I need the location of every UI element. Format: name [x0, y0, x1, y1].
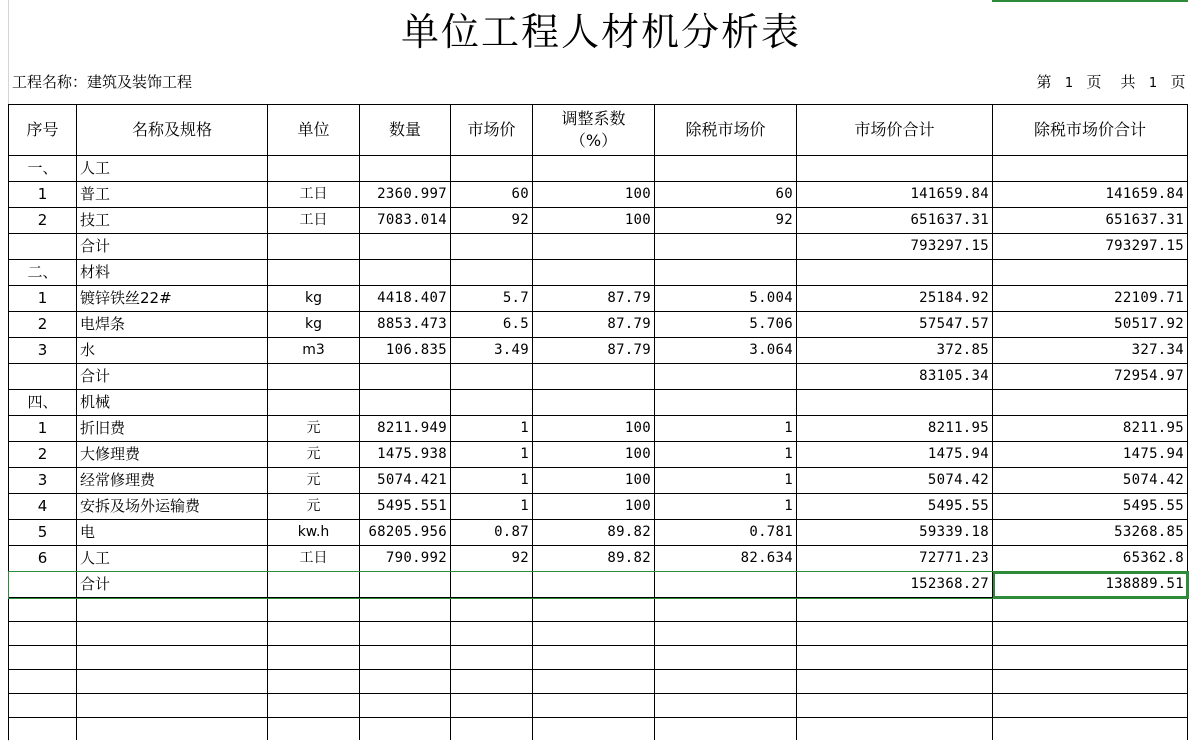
header-unit[interactable]: 单位: [268, 105, 360, 156]
cell-unit[interactable]: [268, 234, 360, 260]
cell-adjust-coef[interactable]: 100: [533, 416, 655, 442]
cell-market-price[interactable]: [451, 390, 533, 416]
cell-net-market-price[interactable]: 3.064: [655, 338, 797, 364]
cell-adjust-coef[interactable]: [533, 234, 655, 260]
cell-name[interactable]: 镀锌铁丝22#: [77, 286, 268, 312]
empty-cell[interactable]: [77, 694, 268, 718]
cell-seq[interactable]: 二、: [9, 260, 77, 286]
empty-row: [9, 694, 1188, 718]
cell-unit[interactable]: 元: [268, 416, 360, 442]
empty-cell[interactable]: [9, 622, 77, 646]
empty-cell[interactable]: [268, 718, 360, 741]
cell-net-market-price[interactable]: 1: [655, 494, 797, 520]
cell-name[interactable]: 人工: [77, 546, 268, 572]
cell-net-market-price[interactable]: 5.004: [655, 286, 797, 312]
empty-cell[interactable]: [9, 694, 77, 718]
empty-cell[interactable]: [268, 598, 360, 622]
cell-unit[interactable]: [268, 364, 360, 390]
cell-seq[interactable]: 2: [9, 442, 77, 468]
cell-adjust-coef[interactable]: [533, 260, 655, 286]
page-di: 第: [1036, 73, 1052, 91]
cell-adjust-coef[interactable]: [533, 364, 655, 390]
cell-market-price[interactable]: 92: [451, 546, 533, 572]
cell-net-market-total[interactable]: [993, 390, 1188, 416]
page-gong: 共: [1120, 73, 1136, 91]
cell-market-price[interactable]: 6.5: [451, 312, 533, 338]
cell-seq[interactable]: 5: [9, 520, 77, 546]
empty-cell[interactable]: [9, 598, 77, 622]
empty-cell[interactable]: [797, 646, 993, 670]
empty-cell[interactable]: [797, 622, 993, 646]
cell-name[interactable]: 合计: [77, 234, 268, 260]
table-row: [9, 338, 1188, 364]
empty-cell[interactable]: [655, 694, 797, 718]
empty-cell[interactable]: [451, 718, 533, 741]
page-indicator: [1034, 71, 1188, 95]
empty-cell[interactable]: [655, 646, 797, 670]
cell-seq[interactable]: 1: [9, 416, 77, 442]
analysis-table: [8, 104, 1188, 740]
empty-cell[interactable]: [451, 598, 533, 622]
cell-name[interactable]: 经常修理费: [77, 468, 268, 494]
empty-cell[interactable]: [797, 718, 993, 741]
table-row: [9, 572, 1188, 598]
header-adjust-coef[interactable]: 调整系数 （%）: [533, 105, 655, 156]
cell-net-market-total[interactable]: 50517.92: [993, 312, 1188, 338]
empty-cell[interactable]: [533, 622, 655, 646]
cell-market-price[interactable]: [451, 234, 533, 260]
cell-name[interactable]: 普工: [77, 182, 268, 208]
cell-market-total[interactable]: 5074.42: [797, 468, 993, 494]
cell-quantity[interactable]: 106.835: [360, 338, 451, 364]
empty-cell[interactable]: [993, 670, 1188, 694]
cell-adjust-coef[interactable]: 100: [533, 208, 655, 234]
cell-net-market-price[interactable]: 82.634: [655, 546, 797, 572]
cell-adjust-coef[interactable]: [533, 572, 655, 598]
cell-seq[interactable]: [9, 364, 77, 390]
cell-market-total[interactable]: 59339.18: [797, 520, 993, 546]
header-net-market-total[interactable]: 除税市场价合计: [993, 105, 1188, 156]
cell-market-price[interactable]: 60: [451, 182, 533, 208]
cell-unit[interactable]: [268, 572, 360, 598]
cell-market-total[interactable]: 152368.27: [797, 572, 993, 598]
cell-net-market-total[interactable]: 8211.95: [993, 416, 1188, 442]
cell-quantity[interactable]: [360, 234, 451, 260]
empty-cell[interactable]: [533, 670, 655, 694]
empty-cell[interactable]: [993, 694, 1188, 718]
cell-net-market-price[interactable]: 92: [655, 208, 797, 234]
empty-cell[interactable]: [655, 598, 797, 622]
header-net-market-price[interactable]: 除税市场价: [655, 105, 797, 156]
empty-cell[interactable]: [655, 622, 797, 646]
cell-market-total[interactable]: 141659.84: [797, 182, 993, 208]
empty-cell[interactable]: [993, 598, 1188, 622]
cell-net-market-total[interactable]: 65362.8: [993, 546, 1188, 572]
page-total: 1: [1148, 76, 1158, 91]
cell-seq[interactable]: 2: [9, 208, 77, 234]
cell-net-market-price[interactable]: [655, 364, 797, 390]
cell-unit[interactable]: 元: [268, 468, 360, 494]
cell-adjust-coef[interactable]: 87.79: [533, 312, 655, 338]
cell-net-market-price[interactable]: 0.781: [655, 520, 797, 546]
page-ye: 页: [1086, 73, 1102, 91]
cell-name[interactable]: 折旧费: [77, 416, 268, 442]
cell-quantity[interactable]: [360, 260, 451, 286]
table-row: [9, 390, 1188, 416]
cell-market-total[interactable]: 25184.92: [797, 286, 993, 312]
cell-quantity[interactable]: 5074.421: [360, 468, 451, 494]
empty-cell[interactable]: [993, 646, 1188, 670]
cell-net-market-price[interactable]: [655, 390, 797, 416]
cell-unit[interactable]: 工日: [268, 182, 360, 208]
empty-cell[interactable]: [9, 646, 77, 670]
table-row: [9, 208, 1188, 234]
cell-net-market-price[interactable]: 1: [655, 442, 797, 468]
cell-net-market-total[interactable]: 1475.94: [993, 442, 1188, 468]
empty-cell[interactable]: [9, 718, 77, 741]
cell-name[interactable]: 电焊条: [77, 312, 268, 338]
cell-market-total[interactable]: [797, 390, 993, 416]
cell-quantity[interactable]: [360, 390, 451, 416]
cell-market-price[interactable]: 0.87: [451, 520, 533, 546]
table-row: [9, 286, 1188, 312]
page-current: 1: [1064, 76, 1074, 91]
cell-adjust-coef[interactable]: 87.79: [533, 286, 655, 312]
table-row: [9, 182, 1188, 208]
cell-market-price[interactable]: 5.7: [451, 286, 533, 312]
cell-seq[interactable]: 4: [9, 494, 77, 520]
cell-net-market-price[interactable]: 1: [655, 468, 797, 494]
table-row: [9, 546, 1188, 572]
cell-quantity[interactable]: 8211.949: [360, 416, 451, 442]
empty-cell[interactable]: [268, 670, 360, 694]
cell-quantity[interactable]: 7083.014: [360, 208, 451, 234]
cell-unit[interactable]: m3: [268, 338, 360, 364]
cell-unit[interactable]: kw.h: [268, 520, 360, 546]
empty-cell[interactable]: [360, 622, 451, 646]
cell-name[interactable]: 合计: [77, 364, 268, 390]
empty-row: [9, 670, 1188, 694]
cell-name[interactable]: 电: [77, 520, 268, 546]
cell-market-total[interactable]: 793297.15: [797, 234, 993, 260]
empty-cell[interactable]: [360, 598, 451, 622]
cell-quantity[interactable]: [360, 572, 451, 598]
cell-market-price[interactable]: [451, 260, 533, 286]
cell-market-total[interactable]: 1475.94: [797, 442, 993, 468]
cell-unit[interactable]: 元: [268, 442, 360, 468]
cell-net-market-price[interactable]: 60: [655, 182, 797, 208]
cell-quantity[interactable]: 5495.551: [360, 494, 451, 520]
cell-seq[interactable]: 1: [9, 286, 77, 312]
empty-cell[interactable]: [360, 670, 451, 694]
empty-cell[interactable]: [9, 670, 77, 694]
cell-net-market-total[interactable]: 22109.71: [993, 286, 1188, 312]
cell-net-market-total[interactable]: 327.34: [993, 338, 1188, 364]
empty-cell[interactable]: [360, 694, 451, 718]
empty-cell[interactable]: [655, 718, 797, 741]
cell-quantity[interactable]: [360, 364, 451, 390]
empty-cell[interactable]: [533, 598, 655, 622]
cell-net-market-total[interactable]: 5495.55: [993, 494, 1188, 520]
cell-name[interactable]: 技工: [77, 208, 268, 234]
empty-cell[interactable]: [797, 598, 993, 622]
cell-adjust-coef[interactable]: 100: [533, 494, 655, 520]
cell-unit[interactable]: [268, 156, 360, 182]
cell-net-market-total[interactable]: [993, 156, 1188, 182]
cell-name[interactable]: 材料: [77, 260, 268, 286]
cell-market-total[interactable]: 83105.34: [797, 364, 993, 390]
cell-net-market-total[interactable]: 793297.15: [993, 234, 1188, 260]
cell-adjust-coef[interactable]: 89.82: [533, 546, 655, 572]
page-ye-2: 页: [1170, 73, 1186, 91]
empty-cell[interactable]: [360, 646, 451, 670]
cell-net-market-total[interactable]: [993, 260, 1188, 286]
cell-seq[interactable]: 四、: [9, 390, 77, 416]
empty-cell[interactable]: [451, 694, 533, 718]
cell-adjust-coef[interactable]: 89.82: [533, 520, 655, 546]
cell-unit[interactable]: kg: [268, 312, 360, 338]
empty-cell[interactable]: [451, 622, 533, 646]
cell-net-market-total[interactable]: 141659.84: [993, 182, 1188, 208]
header-quantity[interactable]: 数量: [360, 105, 451, 156]
cell-seq[interactable]: 3: [9, 468, 77, 494]
cell-unit[interactable]: 工日: [268, 546, 360, 572]
cell-quantity[interactable]: 790.992: [360, 546, 451, 572]
cell-market-total[interactable]: 72771.23: [797, 546, 993, 572]
table-header-row: [9, 105, 1188, 156]
cell-market-price[interactable]: [451, 156, 533, 182]
cell-quantity[interactable]: 2360.997: [360, 182, 451, 208]
cell-quantity[interactable]: 8853.473: [360, 312, 451, 338]
header-seq[interactable]: 序号: [9, 105, 77, 156]
cell-net-market-total[interactable]: 53268.85: [993, 520, 1188, 546]
cell-unit[interactable]: [268, 260, 360, 286]
empty-cell[interactable]: [655, 670, 797, 694]
header-market-total[interactable]: 市场价合计: [797, 105, 993, 156]
empty-cell[interactable]: [797, 670, 993, 694]
cell-name[interactable]: 人工: [77, 156, 268, 182]
empty-cell[interactable]: [993, 718, 1188, 741]
empty-cell[interactable]: [268, 694, 360, 718]
empty-cell[interactable]: [77, 718, 268, 741]
empty-cell[interactable]: [77, 598, 268, 622]
empty-cell[interactable]: [451, 670, 533, 694]
cell-seq[interactable]: [9, 234, 77, 260]
table-row: [9, 468, 1188, 494]
empty-row: [9, 622, 1188, 646]
cell-name[interactable]: 合计: [77, 572, 268, 598]
cell-net-market-total[interactable]: 5074.42: [993, 468, 1188, 494]
header-market-price[interactable]: 市场价: [451, 105, 533, 156]
empty-row: [9, 598, 1188, 622]
header-name-spec[interactable]: 名称及规格: [77, 105, 268, 156]
page-title: 单位工程人材机分析表: [400, 10, 801, 54]
table-row: [9, 442, 1188, 468]
empty-cell[interactable]: [268, 646, 360, 670]
table-row: [9, 156, 1188, 182]
empty-cell[interactable]: [451, 646, 533, 670]
cell-adjust-coef[interactable]: [533, 390, 655, 416]
empty-row: [9, 718, 1188, 741]
cell-adjust-coef[interactable]: 100: [533, 442, 655, 468]
cell-market-price[interactable]: 1: [451, 494, 533, 520]
empty-cell[interactable]: [360, 718, 451, 741]
cell-adjust-coef[interactable]: 87.79: [533, 338, 655, 364]
empty-cell[interactable]: [797, 694, 993, 718]
cell-net-market-price[interactable]: [655, 234, 797, 260]
cell-market-total[interactable]: 5495.55: [797, 494, 993, 520]
table-row: [9, 494, 1188, 520]
cell-market-total[interactable]: 8211.95: [797, 416, 993, 442]
table-row: [9, 520, 1188, 546]
selection-column-indicator: [992, 0, 1188, 2]
cell-adjust-coef[interactable]: 100: [533, 468, 655, 494]
empty-cell[interactable]: [77, 622, 268, 646]
cell-seq[interactable]: 3: [9, 338, 77, 364]
cell-net-market-total[interactable]: 72954.97: [993, 364, 1188, 390]
empty-cell[interactable]: [77, 670, 268, 694]
table-row: [9, 260, 1188, 286]
empty-cell[interactable]: [533, 646, 655, 670]
cell-net-market-price[interactable]: [655, 156, 797, 182]
cell-market-price[interactable]: 3.49: [451, 338, 533, 364]
cell-market-price[interactable]: 1: [451, 468, 533, 494]
cell-market-total[interactable]: 651637.31: [797, 208, 993, 234]
empty-row: [9, 646, 1188, 670]
cell-name[interactable]: 安拆及场外运输费: [77, 494, 268, 520]
cell-adjust-coef[interactable]: 100: [533, 182, 655, 208]
cell-quantity[interactable]: 68205.956: [360, 520, 451, 546]
empty-cell[interactable]: [77, 646, 268, 670]
cell-name[interactable]: 大修理费: [77, 442, 268, 468]
cell-quantity[interactable]: 1475.938: [360, 442, 451, 468]
cell-market-total[interactable]: [797, 260, 993, 286]
cell-net-market-price[interactable]: 5.706: [655, 312, 797, 338]
cell-name[interactable]: 机械: [77, 390, 268, 416]
cell-market-price[interactable]: 1: [451, 416, 533, 442]
cell-adjust-coef[interactable]: [533, 156, 655, 182]
cell-unit[interactable]: kg: [268, 286, 360, 312]
cell-seq[interactable]: 2: [9, 312, 77, 338]
cell-market-price[interactable]: [451, 572, 533, 598]
cell-unit[interactable]: 元: [268, 494, 360, 520]
project-name-label: 工程名称：建筑及装饰工程: [12, 73, 193, 91]
table-row: [9, 416, 1188, 442]
cell-name[interactable]: 水: [77, 338, 268, 364]
table-row: [9, 234, 1188, 260]
cell-net-market-total[interactable]: 138889.51: [993, 572, 1188, 598]
table-row: [9, 364, 1188, 390]
empty-cell[interactable]: [268, 622, 360, 646]
cell-market-total[interactable]: [797, 156, 993, 182]
cell-unit[interactable]: [268, 390, 360, 416]
cell-net-market-price[interactable]: [655, 572, 797, 598]
cell-seq[interactable]: [9, 572, 77, 598]
cell-seq[interactable]: 1: [9, 182, 77, 208]
cell-market-price[interactable]: [451, 364, 533, 390]
empty-cell[interactable]: [533, 718, 655, 741]
cell-market-price[interactable]: 92: [451, 208, 533, 234]
empty-cell[interactable]: [993, 622, 1188, 646]
cell-seq[interactable]: 6: [9, 546, 77, 572]
cell-unit[interactable]: 工日: [268, 208, 360, 234]
cell-market-total[interactable]: 57547.57: [797, 312, 993, 338]
cell-market-price[interactable]: 1: [451, 442, 533, 468]
table-row: [9, 312, 1188, 338]
cell-net-market-price[interactable]: [655, 260, 797, 286]
cell-quantity[interactable]: [360, 156, 451, 182]
cell-net-market-total[interactable]: 651637.31: [993, 208, 1188, 234]
cell-market-total[interactable]: 372.85: [797, 338, 993, 364]
empty-cell[interactable]: [533, 694, 655, 718]
cell-net-market-price[interactable]: 1: [655, 416, 797, 442]
cell-quantity[interactable]: 4418.407: [360, 286, 451, 312]
cell-seq[interactable]: 一、: [9, 156, 77, 182]
